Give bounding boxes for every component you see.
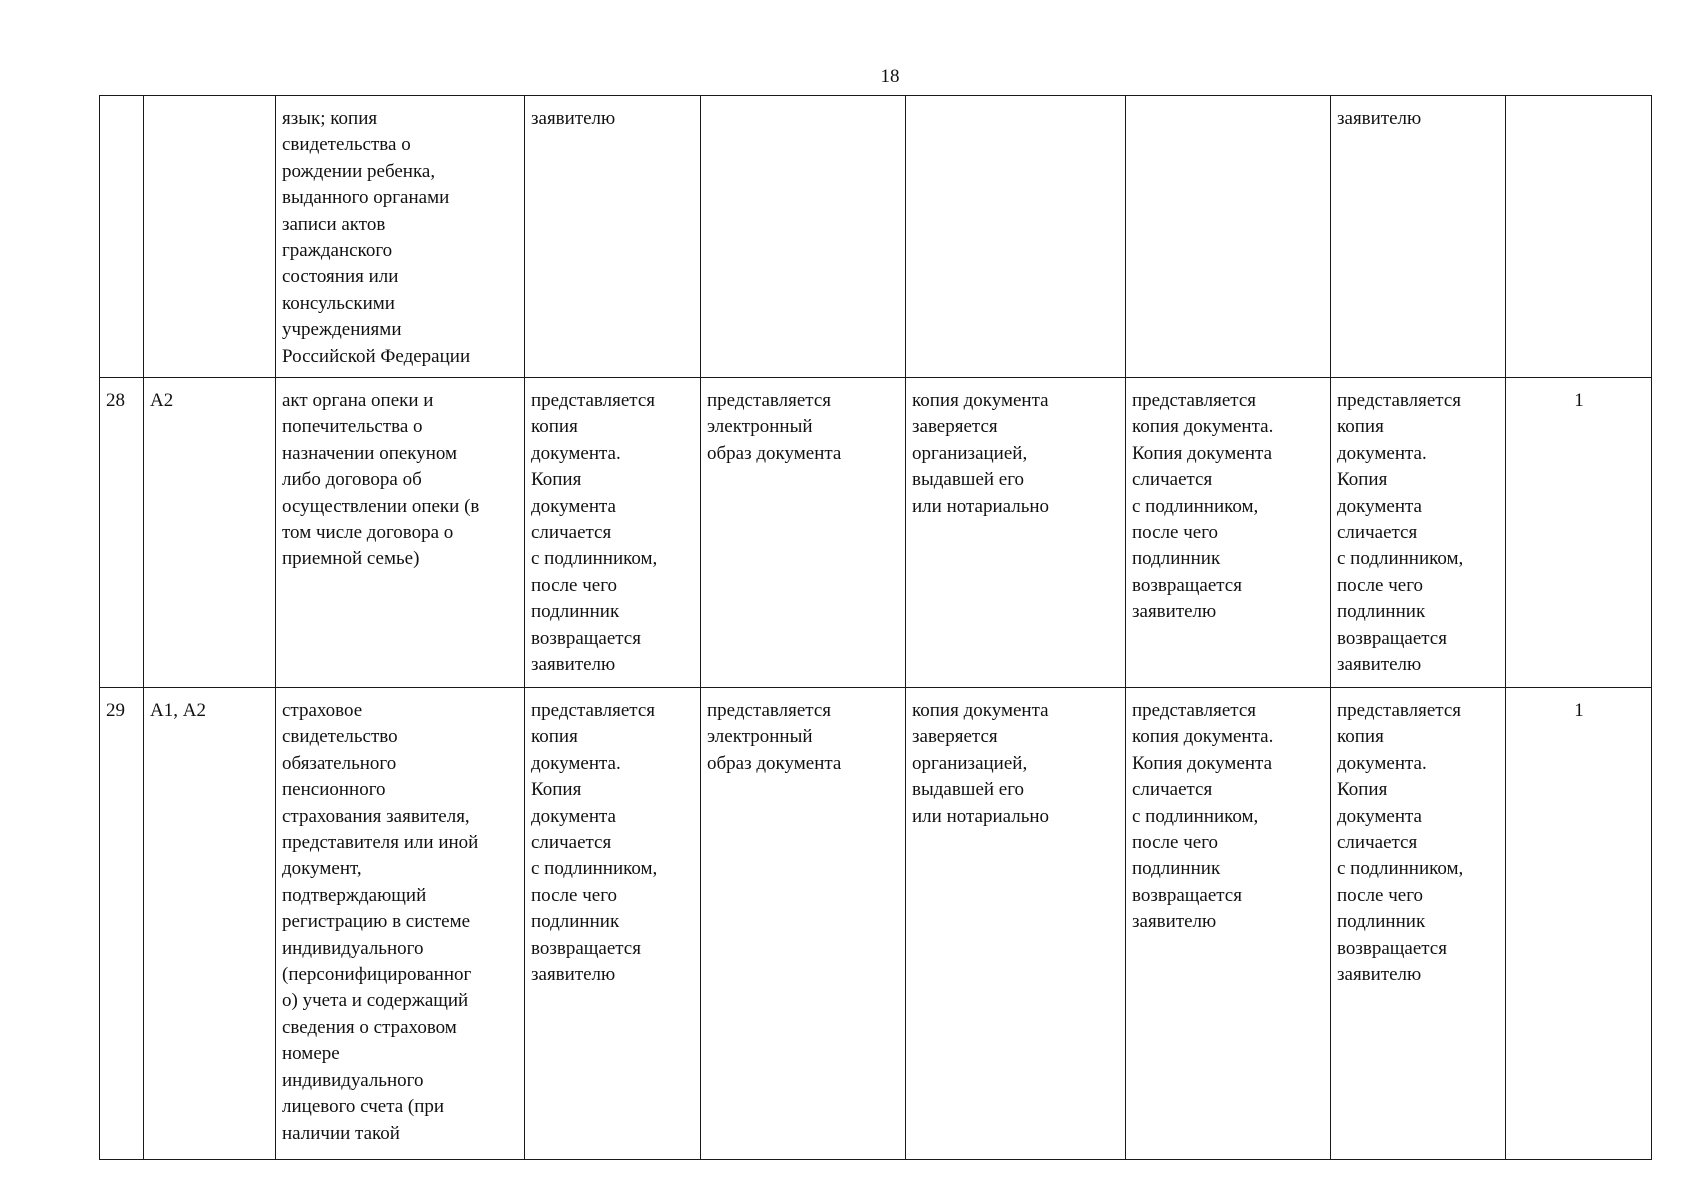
cell-text-line: после чего — [1132, 832, 1219, 854]
certification-requirement-cell — [906, 96, 1126, 378]
cell-text-line: состояния или — [282, 266, 399, 288]
cell-text-line: или нотариально — [912, 495, 1050, 517]
mfc-submission-cell — [1126, 688, 1331, 1160]
row-number-cell: 29 — [100, 688, 144, 1160]
cell-text-line: консульскими — [282, 292, 395, 314]
cell-text-line: выдавшей его — [912, 469, 1025, 491]
cell-text-line: обязательного — [282, 752, 397, 774]
cell-text-line: Копия документа — [1132, 442, 1273, 464]
cell-text-line: документа. — [531, 442, 621, 464]
cell-text-line: электронный — [707, 726, 813, 748]
cell-text-line: представляется — [531, 700, 656, 721]
cell-text-line: страхования заявителя, — [282, 805, 470, 827]
cell-text-line: документа. — [1337, 442, 1427, 464]
other-submission-cell — [1331, 378, 1506, 688]
cell-text-line: сличается — [531, 522, 612, 544]
cell-text-line: индивидуального — [282, 937, 424, 959]
cell-text-line: представляется — [1337, 390, 1462, 411]
cell-text-line: о) учета и содержащий — [282, 990, 469, 1012]
cell-text-line: сведения о страховом — [282, 1016, 457, 1038]
cell-text-line: заверяется — [912, 416, 998, 438]
cell-text-line: номере — [282, 1043, 340, 1065]
cell-text-line: с подлинником, — [1132, 805, 1259, 827]
cell-text-line: заявителю — [1132, 601, 1217, 623]
cell-text-line: попечительства о — [282, 416, 423, 438]
table-row — [100, 688, 1652, 1160]
cell-text-line: заверяется — [912, 726, 998, 748]
cell-text-line: учреждениями — [282, 319, 402, 341]
cell-text-line: (персонифицированног — [282, 964, 472, 986]
cell-text-line: документ, — [282, 858, 362, 880]
cell-text-line: назначении опекуном — [282, 442, 458, 464]
cell-text-line: представителя или иной — [282, 832, 479, 854]
cell-text-line: представляется — [1337, 700, 1462, 721]
cell-text-line: после чего — [1337, 884, 1424, 906]
cell-text-line: сличается — [1337, 522, 1418, 544]
other-submission-cell — [1331, 96, 1506, 378]
cell-text-line: свидетельства о — [282, 134, 411, 156]
cell-text-line: копия — [531, 726, 578, 748]
paper-submission-cell — [525, 688, 701, 1160]
electronic-submission-cell — [701, 688, 906, 1160]
document-name-cell — [276, 378, 525, 688]
cell-text-line: после чего — [1337, 574, 1424, 596]
cell-text-line: подлинник — [1337, 911, 1426, 933]
cell-text-line: сличается — [1132, 469, 1213, 491]
copies-count-cell — [1506, 96, 1652, 378]
cell-text-line: представляется — [531, 390, 656, 411]
cell-text-line: том числе договора о — [282, 522, 454, 544]
applicant-category-cell — [144, 96, 276, 378]
cell-text-line: после чего — [1132, 522, 1219, 544]
cell-text-line: или нотариально — [912, 805, 1050, 827]
cell-text-line: заявителю — [1337, 964, 1422, 986]
cell-text-line: копия документа — [912, 700, 1049, 721]
cell-text-line: с подлинником, — [531, 858, 658, 880]
cell-text-line: копия — [1337, 416, 1384, 438]
cell-text-line: копия документа. — [1132, 416, 1274, 438]
cell-text-line: Копия — [531, 469, 582, 491]
cell-text-line: пенсионного — [282, 779, 386, 801]
cell-text-line: представляется — [1132, 390, 1257, 411]
cell-text-line: представляется — [707, 390, 832, 411]
cell-text-line: представляется — [1132, 700, 1257, 721]
cell-text-line: подлинник — [1337, 601, 1426, 623]
cell-text-line: организацией, — [912, 442, 1028, 464]
cell-text-line: Российской Федерации — [282, 345, 471, 367]
cell-text-line: подлинник — [531, 911, 620, 933]
cell-text-line: копия документа. — [1132, 726, 1274, 748]
cell-text-line: подлинник — [1132, 858, 1221, 880]
certification-requirement-cell — [906, 688, 1126, 1160]
cell-text-line: возвращается — [1132, 574, 1242, 596]
document-name-cell — [276, 96, 525, 378]
cell-text-line: возвращается — [531, 627, 641, 649]
mfc-submission-cell — [1126, 96, 1331, 378]
cell-text-line: после чего — [531, 574, 618, 596]
row-number-cell — [100, 96, 144, 378]
cell-text-line: гражданского — [282, 240, 393, 262]
copies-count-cell: 1 — [1506, 378, 1652, 688]
cell-text-line: после чего — [531, 884, 618, 906]
cell-text-line: страховое — [282, 700, 363, 721]
cell-text-line: регистрацию в системе — [282, 911, 471, 933]
cell-text-line: Копия — [1337, 779, 1388, 801]
table-row — [100, 378, 1652, 688]
cell-text-line: записи актов — [282, 213, 386, 235]
paper-submission-cell — [525, 96, 701, 378]
cell-text-line: заявителю — [1337, 108, 1422, 129]
cell-text-line: образ документа — [707, 442, 842, 464]
cell-text-line: выданного органами — [282, 187, 450, 209]
table-row — [100, 96, 1652, 378]
cell-text-line: сличается — [1132, 779, 1213, 801]
cell-text-line: копия — [531, 416, 578, 438]
cell-text-line: с подлинником, — [1132, 495, 1259, 517]
cell-text-line: либо договора об — [282, 469, 422, 491]
mfc-submission-cell — [1126, 378, 1331, 688]
cell-text-line: с подлинником, — [1337, 858, 1464, 880]
cell-text-line: лицевого счета (при — [282, 1096, 445, 1118]
certification-requirement-cell — [906, 378, 1126, 688]
cell-text-line: возвращается — [1132, 884, 1242, 906]
cell-text-line: приемной семье) — [282, 548, 420, 570]
row-number-cell: 28 — [100, 378, 144, 688]
cell-text-line: рождении ребенка, — [282, 160, 436, 182]
cell-text-line: образ документа — [707, 752, 842, 774]
cell-text-line: свидетельство — [282, 726, 398, 748]
cell-text-line: представляется — [707, 700, 832, 721]
cell-text-line: организацией, — [912, 752, 1028, 774]
cell-text-line: Копия — [531, 779, 582, 801]
cell-text-line: электронный — [707, 416, 813, 438]
cell-text-line: подтверждающий — [282, 884, 427, 906]
cell-text-line: копия документа — [912, 390, 1049, 411]
applicant-category-cell: А1, А2 — [144, 688, 276, 1160]
cell-text-line: сличается — [1337, 832, 1418, 854]
electronic-submission-cell — [701, 378, 906, 688]
cell-text-line: осуществлении опеки (в — [282, 495, 480, 517]
cell-text-line: документа — [531, 805, 616, 827]
cell-text-line: заявителю — [531, 964, 616, 986]
cell-text-line: документа — [1337, 805, 1422, 827]
cell-text-line: возвращается — [531, 937, 641, 959]
cell-text-line: возвращается — [1337, 627, 1447, 649]
cell-text-line: с подлинником, — [1337, 548, 1464, 570]
cell-text-line: выдавшей его — [912, 779, 1025, 801]
cell-text-line: с подлинником, — [531, 548, 658, 570]
cell-text-line: заявителю — [531, 654, 616, 676]
cell-text-line: подлинник — [531, 601, 620, 623]
cell-text-line: сличается — [531, 832, 612, 854]
cell-text-line: акт органа опеки и — [282, 390, 434, 411]
page-number: 18 — [880, 66, 900, 87]
cell-text-line: заявителю — [1132, 911, 1217, 933]
applicant-category-cell: А2 — [144, 378, 276, 688]
cell-text-line: документа — [1337, 495, 1422, 517]
other-submission-cell — [1331, 688, 1506, 1160]
copies-count-cell: 1 — [1506, 688, 1652, 1160]
cell-text-line: индивидуального — [282, 1069, 424, 1091]
cell-text-line: язык; копия — [282, 108, 378, 129]
paper-submission-cell — [525, 378, 701, 688]
cell-text-line: наличии такой — [282, 1122, 400, 1144]
documents-table — [99, 95, 1652, 1160]
electronic-submission-cell — [701, 96, 906, 378]
cell-text-line: заявителю — [531, 108, 616, 129]
document-name-cell — [276, 688, 525, 1160]
cell-text-line: копия — [1337, 726, 1384, 748]
cell-text-line: возвращается — [1337, 937, 1447, 959]
cell-text-line: подлинник — [1132, 548, 1221, 570]
cell-text-line: документа — [531, 495, 616, 517]
cell-text-line: Копия — [1337, 469, 1388, 491]
cell-text-line: Копия документа — [1132, 752, 1273, 774]
cell-text-line: документа. — [1337, 752, 1427, 774]
cell-text-line: документа. — [531, 752, 621, 774]
cell-text-line: заявителю — [1337, 654, 1422, 676]
